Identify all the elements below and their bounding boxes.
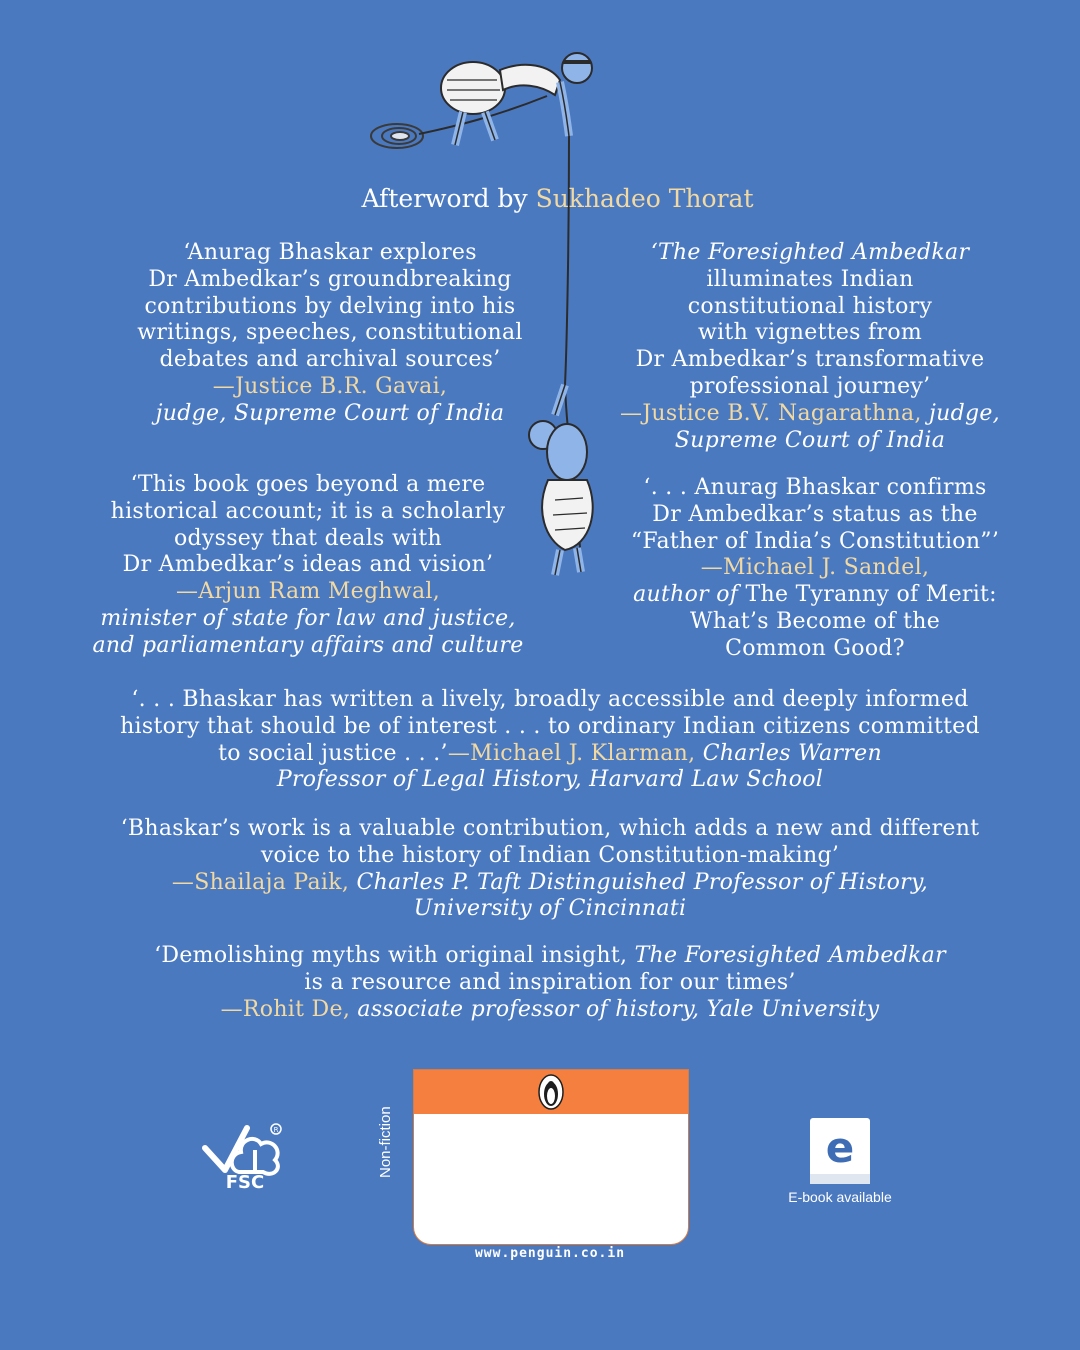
quote-line: Dr Ambedkar’s groundbreaking [148,266,512,292]
quote-line: constitutional history [687,293,933,319]
quote-line: ‘. . . Bhaskar has written a lively, broadly accessible and deeply informed [131,687,969,712]
quote-book-title: Common Good? [725,635,905,661]
quote-gavai [110,240,550,428]
quote-role: judge, Supreme Court of India [155,400,505,426]
quote-line: ‘Bhaskar’s work is a valuable contribution, which adds a new and different [120,816,980,841]
quote-role: minister of state for law and justice, [100,605,516,631]
quote-role: associate professor of history, Yale University [350,996,880,1022]
quote-sandel [600,475,1030,663]
penguin-logo-icon [538,1074,564,1110]
quote-line: contributions by delving into his [144,293,516,319]
ebook-available-label: E-book available [788,1189,892,1205]
quote-nagarathna [590,240,1030,454]
fsc-label: FSC [225,1172,265,1193]
quote-line: ‘Demolishing myths with original insight, [154,943,628,968]
quote-role: and parliamentary affairs and culture [92,632,524,658]
quote-paik [40,816,1060,923]
quote-attribution: —Shailaja Paik, [171,869,350,895]
quote-role: Supreme Court of India [674,427,946,453]
quote-book-title: ‘The Foresighted Ambedkar [650,240,970,265]
quote-line: writings, speeches, constitutional [137,320,523,346]
quote-role: author of [633,582,739,608]
quote-attribution: —Michael J. Sandel, [700,555,930,581]
quote-line: odyssey that deals with [173,525,443,551]
quote-line: voice to the history of Indian Constitution-making’ [260,842,840,868]
penguin-orange-band [414,1070,688,1114]
quote-line: ‘Anurag Bhaskar explores [183,240,477,265]
quote-role: University of Cincinnati [413,896,687,922]
publisher-url[interactable]: www.penguin.co.in [474,1246,626,1261]
quote-attribution: —Michael J. Klarman, [447,740,696,766]
quote-book-title: The Foresighted Ambedkar [627,943,946,968]
quote-book-title: What’s Become of the [689,608,941,634]
penguin-barcode-panel [413,1069,689,1245]
quote-line: illuminates Indian [706,266,914,292]
ebook-icon [806,1116,874,1188]
afterword-credit [0,184,1080,213]
category-label: Non-fiction [377,1106,394,1178]
quote-line: Dr Ambedkar’s status as the [652,501,978,527]
quote-line: is a resource and inspiration for our times’ [304,969,796,995]
quote-line: with vignettes from [697,320,923,346]
quote-line: debates and archival sources’ [159,347,501,373]
quote-klarman [40,687,1060,794]
quote-line: ‘This book goes beyond a mere [130,472,486,497]
quote-role: Charles P. Taft Distinguished Professor of History, [349,869,929,895]
quote-line: “Father of India’s Constitution”’ [630,528,1000,554]
quote-line: history that should be of interest . . . to ordinary Indian citizens committed [120,713,980,739]
ebook-letter: e [825,1123,855,1172]
quote-line: Dr Ambedkar’s ideas and vision’ [122,552,494,578]
quote-line: Dr Ambedkar’s transformative [635,347,985,373]
quote-attribution: —Arjun Ram Meghwal, [175,579,441,605]
quote-line: to social justice . . .’ [218,740,448,766]
quote-role: Professor of Legal History, Harvard Law School [276,767,824,793]
quote-line: ‘. . . Anurag Bhaskar confirms [643,475,987,500]
top-figure [441,53,592,145]
quote-attribution: —Rohit De, [220,996,351,1022]
quote-de [40,943,1060,1023]
quote-role: judge, [928,400,1000,426]
quote-book-title: The Tyranny of Merit: [738,582,997,608]
afterword-prefix: Afterword by [361,184,528,213]
quote-line: historical account; it is a scholarly [110,498,506,524]
quote-line: professional journey’ [689,373,931,399]
quote-attribution: —Justice B.R. Gavai, [212,373,448,399]
svg-text:R: R [273,1126,279,1134]
quote-attribution: —Justice B.V. Nagarathna, [620,400,922,426]
quote-meghwal [88,472,528,660]
afterword-author: Sukhadeo Thorat [535,184,754,213]
quote-role: Charles Warren [695,740,882,766]
